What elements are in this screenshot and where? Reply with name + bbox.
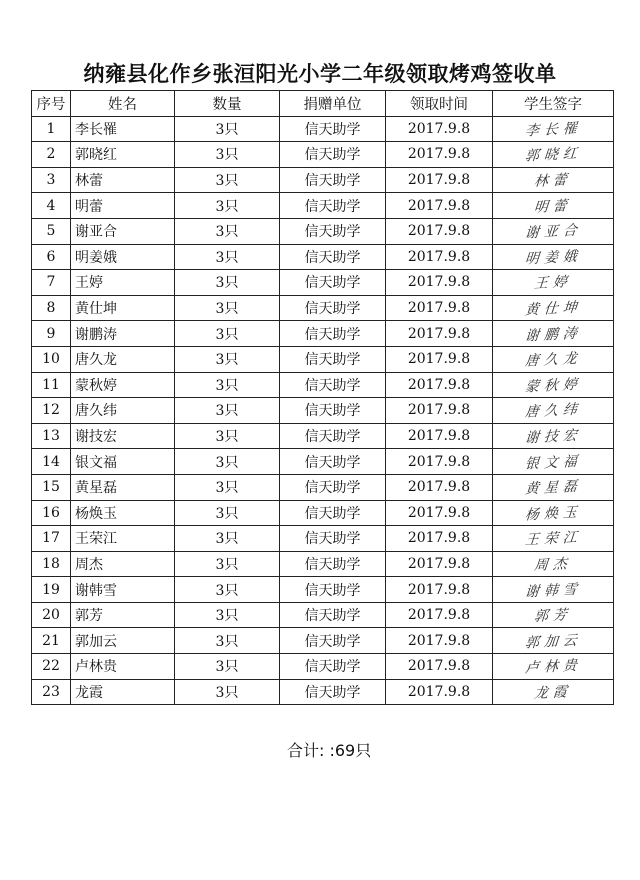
table-row (32, 295, 614, 321)
student-name: 郭加云 (71, 628, 175, 654)
receive-date: 2017.9.8 (386, 679, 493, 705)
receive-date: 2017.9.8 (386, 423, 493, 449)
receive-date: 2017.9.8 (386, 654, 493, 680)
row-index: 15 (32, 474, 71, 500)
row-index: 18 (32, 551, 71, 577)
table-row (32, 398, 614, 424)
handwritten-signature: 王荣江 (523, 529, 583, 549)
row-index: 8 (32, 295, 71, 321)
donor-unit: 信天助学 (280, 449, 386, 475)
quantity: 3只 (175, 526, 280, 552)
quantity: 3只 (175, 218, 280, 244)
student-name: 谢鹏涛 (71, 321, 175, 347)
student-signature (493, 321, 614, 347)
row-index: 21 (32, 628, 71, 654)
handwritten-signature: 唐久纬 (523, 401, 583, 421)
student-signature (493, 116, 614, 142)
table-row (32, 193, 614, 219)
student-signature (493, 577, 614, 603)
student-name: 唐久纬 (71, 398, 175, 424)
receive-date: 2017.9.8 (386, 142, 493, 168)
table-row (32, 423, 614, 449)
header-name: 姓名 (71, 91, 175, 117)
donor-unit: 信天助学 (280, 142, 386, 168)
student-name: 郭芳 (71, 602, 175, 628)
student-signature (493, 551, 614, 577)
table-row (32, 679, 614, 705)
handwritten-signature: 谢韩雪 (523, 581, 583, 601)
quantity: 3只 (175, 474, 280, 500)
table-row (32, 577, 614, 603)
table-row (32, 551, 614, 577)
donor-unit: 信天助学 (280, 628, 386, 654)
donor-unit: 信天助学 (280, 193, 386, 219)
row-index: 14 (32, 449, 71, 475)
donor-unit: 信天助学 (280, 295, 386, 321)
donor-unit: 信天助学 (280, 346, 386, 372)
donor-unit: 信天助学 (280, 244, 386, 270)
receive-date: 2017.9.8 (386, 244, 493, 270)
row-index: 11 (32, 372, 71, 398)
header-date: 领取时间 (386, 91, 493, 117)
student-name: 卢林贵 (71, 654, 175, 680)
receive-date: 2017.9.8 (386, 628, 493, 654)
quantity: 3只 (175, 398, 280, 424)
row-index: 7 (32, 270, 71, 296)
student-name: 银文福 (71, 449, 175, 475)
row-index: 2 (32, 142, 71, 168)
table-row (32, 244, 614, 270)
handwritten-signature: 唐久龙 (523, 350, 583, 370)
student-name: 明姜娥 (71, 244, 175, 270)
quantity: 3只 (175, 321, 280, 347)
table-row (32, 500, 614, 526)
donor-unit: 信天助学 (280, 474, 386, 500)
row-index: 4 (32, 193, 71, 219)
row-index: 9 (32, 321, 71, 347)
donor-unit: 信天助学 (280, 218, 386, 244)
donor-unit: 信天助学 (280, 602, 386, 628)
receive-date: 2017.9.8 (386, 193, 493, 219)
handwritten-signature: 周杰 (533, 555, 573, 575)
table-row (32, 526, 614, 552)
student-name: 明蕾 (71, 193, 175, 219)
student-name: 杨焕玉 (71, 500, 175, 526)
handwritten-signature: 龙霞 (533, 683, 573, 703)
receive-date: 2017.9.8 (386, 295, 493, 321)
row-index: 3 (32, 167, 71, 193)
student-signature (493, 295, 614, 321)
row-index: 23 (32, 679, 71, 705)
row-index: 20 (32, 602, 71, 628)
handwritten-signature: 明蕾 (533, 197, 573, 216)
student-signature (493, 398, 614, 424)
student-name: 黄仕坤 (71, 295, 175, 321)
receive-date: 2017.9.8 (386, 449, 493, 475)
donor-unit: 信天助学 (280, 679, 386, 705)
receive-date: 2017.9.8 (386, 474, 493, 500)
table-row (32, 167, 614, 193)
student-name: 谢技宏 (71, 423, 175, 449)
table-row (32, 449, 614, 475)
student-signature (493, 654, 614, 680)
quantity: 3只 (175, 167, 280, 193)
quantity: 3只 (175, 602, 280, 628)
student-name: 郭晓红 (71, 142, 175, 168)
receive-date: 2017.9.8 (386, 321, 493, 347)
handwritten-signature: 谢鹏涛 (523, 325, 583, 345)
receive-date: 2017.9.8 (386, 526, 493, 552)
student-signature (493, 270, 614, 296)
donor-unit: 信天助学 (280, 500, 386, 526)
quantity: 3只 (175, 244, 280, 270)
handwritten-signature: 谢技宏 (523, 427, 583, 447)
donor-unit: 信天助学 (280, 654, 386, 680)
quantity: 3只 (175, 654, 280, 680)
student-signature (493, 372, 614, 398)
student-name: 龙霞 (71, 679, 175, 705)
quantity: 3只 (175, 628, 280, 654)
table-row (32, 142, 614, 168)
student-name: 李长罹 (71, 116, 175, 142)
header-donor: 捐赠单位 (280, 91, 386, 117)
donor-unit: 信天助学 (280, 577, 386, 603)
receive-date: 2017.9.8 (386, 551, 493, 577)
row-index: 12 (32, 398, 71, 424)
header-index: 序号 (32, 91, 71, 117)
student-signature (493, 346, 614, 372)
handwritten-signature: 王婷 (533, 274, 573, 293)
receive-date: 2017.9.8 (386, 398, 493, 424)
student-signature (493, 193, 614, 219)
student-signature (493, 500, 614, 526)
student-signature (493, 526, 614, 552)
receive-date: 2017.9.8 (386, 602, 493, 628)
handwritten-signature: 李长罹 (523, 120, 583, 140)
receive-date: 2017.9.8 (386, 500, 493, 526)
donor-unit: 信天助学 (280, 551, 386, 577)
handwritten-signature: 黄仕坤 (523, 299, 583, 319)
receive-date: 2017.9.8 (386, 346, 493, 372)
quantity: 3只 (175, 116, 280, 142)
student-signature (493, 244, 614, 270)
row-index: 16 (32, 500, 71, 526)
handwritten-signature: 银文福 (523, 453, 583, 473)
donor-unit: 信天助学 (280, 526, 386, 552)
table-row (32, 602, 614, 628)
handwritten-signature: 郭晓红 (523, 145, 583, 166)
table-row (32, 654, 614, 680)
student-signature (493, 628, 614, 654)
receive-date: 2017.9.8 (386, 577, 493, 603)
student-signature (493, 474, 614, 500)
table-row (32, 628, 614, 654)
donor-unit: 信天助学 (280, 116, 386, 142)
receipt-table (31, 90, 614, 705)
student-name: 蒙秋婷 (71, 372, 175, 398)
handwritten-signature: 郭加云 (523, 632, 583, 652)
quantity: 3只 (175, 679, 280, 705)
student-signature (493, 423, 614, 449)
handwritten-signature: 郭芳 (533, 607, 573, 626)
student-signature (493, 679, 614, 705)
donor-unit: 信天助学 (280, 398, 386, 424)
donor-unit: 信天助学 (280, 167, 386, 193)
handwritten-signature: 卢林贵 (523, 657, 583, 677)
table-row (32, 270, 614, 296)
table-row (32, 346, 614, 372)
handwritten-signature: 黄星磊 (523, 478, 583, 498)
student-name: 王荣江 (71, 526, 175, 552)
receive-date: 2017.9.8 (386, 372, 493, 398)
quantity: 3只 (175, 372, 280, 398)
row-index: 13 (32, 423, 71, 449)
receive-date: 2017.9.8 (386, 218, 493, 244)
document-title: 纳雍县化作乡张洹阳光小学二年级领取烤鸡签收单 (83, 62, 557, 86)
quantity: 3只 (175, 270, 280, 296)
student-name: 谢亚合 (71, 218, 175, 244)
quantity: 3只 (175, 346, 280, 372)
table-row (32, 474, 614, 500)
row-index: 17 (32, 526, 71, 552)
receive-date: 2017.9.8 (386, 116, 493, 142)
handwritten-signature: 谢亚合 (523, 222, 583, 242)
student-signature (493, 449, 614, 475)
total-label: 合计: :69只 (287, 741, 372, 760)
table-row (32, 116, 614, 142)
quantity: 3只 (175, 295, 280, 321)
student-signature (493, 602, 614, 628)
student-signature (493, 167, 614, 193)
quantity: 3只 (175, 142, 280, 168)
receive-date: 2017.9.8 (386, 270, 493, 296)
quantity: 3只 (175, 500, 280, 526)
header-signature: 学生签字 (493, 91, 614, 117)
quantity: 3只 (175, 423, 280, 449)
donor-unit: 信天助学 (280, 423, 386, 449)
student-name: 林蕾 (71, 167, 175, 193)
row-index: 5 (32, 218, 71, 244)
table-row (32, 321, 614, 347)
student-name: 黄星磊 (71, 474, 175, 500)
table-header-row (32, 91, 614, 117)
row-index: 19 (32, 577, 71, 603)
quantity: 3只 (175, 577, 280, 603)
quantity: 3只 (175, 449, 280, 475)
row-index: 10 (32, 346, 71, 372)
table-row (32, 218, 614, 244)
receive-date: 2017.9.8 (386, 167, 493, 193)
handwritten-signature: 明姜娥 (523, 248, 583, 268)
student-name: 谢韩雪 (71, 577, 175, 603)
student-name: 唐久龙 (71, 346, 175, 372)
handwritten-signature: 杨焕玉 (523, 504, 583, 524)
handwritten-signature: 林蕾 (533, 172, 573, 191)
donor-unit: 信天助学 (280, 372, 386, 398)
student-signature (493, 218, 614, 244)
row-index: 6 (32, 244, 71, 270)
quantity: 3只 (175, 193, 280, 219)
student-name: 王婷 (71, 270, 175, 296)
donor-unit: 信天助学 (280, 270, 386, 296)
student-name: 周杰 (71, 551, 175, 577)
quantity: 3只 (175, 551, 280, 577)
header-quantity: 数量 (175, 91, 280, 117)
handwritten-signature: 蒙秋婷 (523, 376, 583, 396)
donor-unit: 信天助学 (280, 321, 386, 347)
row-index: 1 (32, 116, 71, 142)
row-index: 22 (32, 654, 71, 680)
table-row (32, 372, 614, 398)
student-signature (493, 142, 614, 168)
